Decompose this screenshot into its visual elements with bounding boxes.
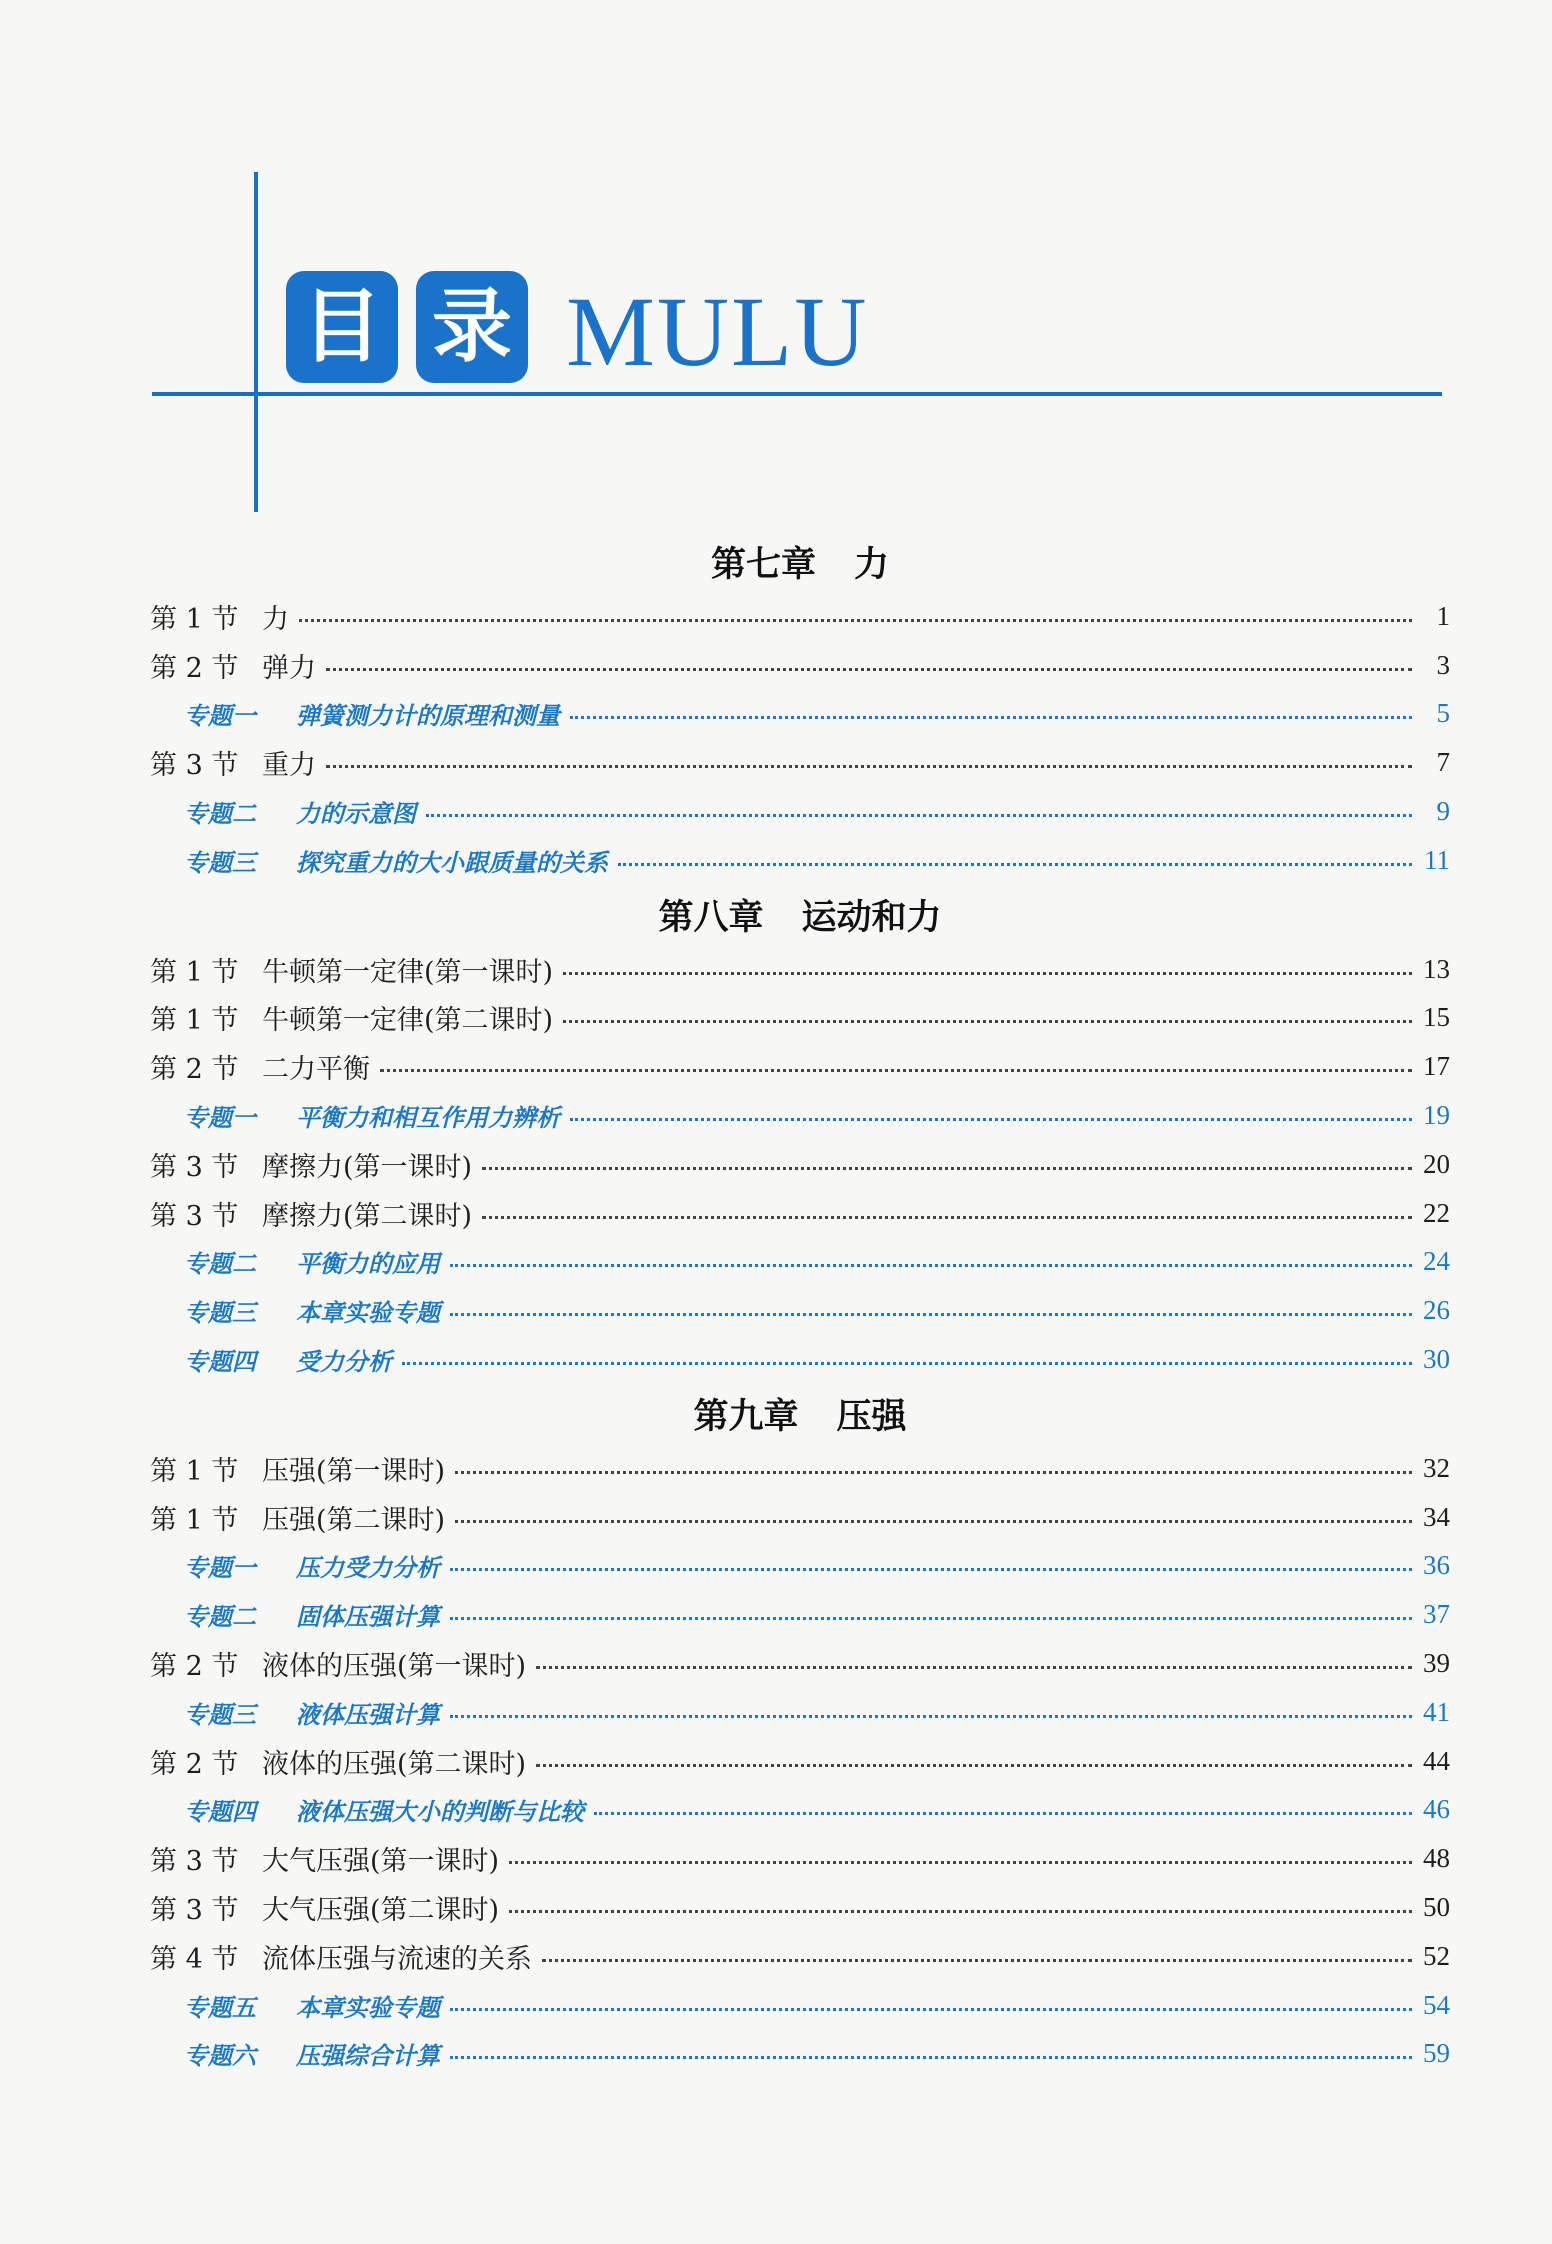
toc-section-entry[interactable] [150, 1932, 1450, 1981]
entry-page-number: 37 [1423, 1599, 1450, 1630]
toc-topic-entry[interactable] [150, 1542, 1450, 1591]
toc-topic-entry[interactable] [150, 1981, 1450, 2030]
entry-title: 本章实验专题 [296, 1299, 440, 1328]
entry-page-number: 7 [1436, 747, 1450, 778]
dot-leader [594, 1812, 1412, 1815]
dot-leader [450, 1313, 1412, 1316]
dot-leader [482, 1216, 1412, 1219]
entry-page-number: 48 [1423, 1843, 1450, 1874]
entry-title: 大气压强(第二课时) [262, 1895, 500, 1927]
toc-section-entry[interactable] [150, 1189, 1450, 1238]
entry-number: 第 2 节 [150, 1651, 239, 1683]
toc-topic-entry[interactable] [150, 1238, 1450, 1287]
entry-title: 重力 [262, 750, 316, 782]
entry-number: 第 3 节 [150, 1200, 239, 1232]
entry-title: 压强综合计算 [296, 2042, 440, 2071]
dot-leader [326, 668, 1412, 671]
entry-title: 二力平衡 [262, 1054, 370, 1086]
dot-leader [402, 1362, 1412, 1365]
entry-number: 专题二 [184, 1603, 256, 1632]
entry-page-number: 15 [1423, 1002, 1450, 1033]
dot-leader [450, 1568, 1412, 1571]
entry-title: 弹力 [262, 652, 316, 684]
title-latin: MULU [566, 276, 869, 387]
entry-number: 第 1 节 [150, 1504, 239, 1536]
title-tile-lu [416, 271, 528, 383]
toc-topic-entry[interactable] [150, 1688, 1450, 1737]
entry-title: 大气压强(第一课时) [262, 1846, 500, 1878]
entry-page-number: 54 [1423, 1989, 1450, 2020]
entry-number: 第 3 节 [150, 750, 239, 782]
toc-section-entry[interactable] [150, 1737, 1450, 1786]
chapter-name: 压强 [836, 1396, 907, 1437]
dot-leader [426, 814, 1412, 817]
dot-leader [455, 1471, 1412, 1474]
entry-page-number: 41 [1423, 1696, 1450, 1727]
chapter-heading [150, 885, 1450, 945]
entry-title: 液体的压强(第二课时) [262, 1748, 527, 1780]
dot-leader [570, 716, 1412, 719]
dot-leader [570, 1118, 1412, 1121]
entry-number: 专题一 [184, 1104, 256, 1133]
entry-page-number: 32 [1423, 1452, 1450, 1483]
entry-page-number: 13 [1423, 953, 1450, 984]
entry-number: 第 1 节 [150, 1005, 239, 1037]
toc-section-entry[interactable] [150, 1883, 1450, 1932]
toc-section-entry[interactable] [150, 738, 1450, 787]
entry-page-number: 11 [1424, 844, 1450, 875]
toc-section-entry[interactable] [150, 641, 1450, 690]
chapter-label: 第八章 [658, 897, 764, 938]
entry-title: 摩擦力(第二课时) [262, 1200, 473, 1232]
dot-leader [563, 972, 1412, 975]
entry-title: 受力分析 [296, 1348, 392, 1377]
entry-title: 平衡力的应用 [296, 1250, 440, 1279]
entry-title: 摩擦力(第一课时) [262, 1151, 473, 1183]
dot-leader [542, 1959, 1412, 1962]
entry-page-number: 3 [1436, 649, 1450, 680]
toc-topic-entry[interactable] [150, 836, 1450, 885]
entry-page-number: 46 [1423, 1794, 1450, 1825]
entry-number: 第 1 节 [150, 1455, 239, 1487]
entry-number: 专题三 [184, 1299, 256, 1328]
chapter-name: 力 [854, 545, 890, 585]
chapter-heading [150, 532, 1450, 592]
dot-leader [536, 1764, 1412, 1767]
toc-topic-entry[interactable] [150, 1335, 1450, 1384]
dot-leader [450, 1715, 1412, 1718]
entry-number: 专题二 [184, 800, 256, 829]
chapter-name: 运动和力 [801, 897, 942, 938]
dot-leader [509, 1861, 1412, 1864]
chapter-heading [150, 1384, 1450, 1444]
entry-number: 第 1 节 [150, 956, 239, 988]
entry-number: 第 2 节 [150, 1748, 239, 1780]
entry-page-number: 20 [1423, 1148, 1450, 1179]
entry-page-number: 34 [1423, 1501, 1450, 1532]
title-tile-mu [286, 271, 398, 383]
entry-number: 第 3 节 [150, 1846, 239, 1878]
entry-number: 专题一 [184, 1554, 256, 1583]
dot-leader [450, 2008, 1412, 2011]
entry-page-number: 39 [1423, 1648, 1450, 1679]
title-char-mu: 目 [296, 281, 388, 373]
toc-topic-entry[interactable] [150, 1786, 1450, 1835]
chapter-label: 第九章 [693, 1396, 799, 1437]
entry-number: 第 2 节 [150, 652, 239, 684]
entry-page-number: 50 [1423, 1892, 1450, 1923]
entry-title: 力 [262, 603, 289, 635]
entry-title: 液体压强计算 [296, 1700, 440, 1729]
entry-page-number: 17 [1423, 1051, 1450, 1082]
toc-section-entry[interactable] [150, 592, 1450, 641]
toc-section-entry[interactable] [150, 1444, 1450, 1493]
entry-page-number: 52 [1423, 1940, 1450, 1971]
entry-title: 液体的压强(第一课时) [262, 1651, 527, 1683]
entry-number: 专题五 [184, 1993, 256, 2022]
dot-leader [618, 863, 1412, 866]
entry-number: 第 4 节 [150, 1943, 239, 1975]
dot-leader [380, 1069, 1412, 1072]
entry-title: 本章实验专题 [296, 1993, 440, 2022]
entry-page-number: 1 [1436, 600, 1450, 631]
chapter-label: 第七章 [710, 545, 816, 585]
entry-number: 专题四 [184, 1348, 256, 1377]
dot-leader [509, 1910, 1412, 1913]
toc-topic-entry[interactable] [150, 1091, 1450, 1140]
dot-leader [299, 619, 1412, 622]
header-horizontal-rule [152, 392, 1442, 396]
dot-leader [450, 1264, 1412, 1267]
toc-section-entry[interactable] [150, 1042, 1450, 1091]
entry-number: 第 3 节 [150, 1151, 239, 1183]
entry-page-number: 5 [1436, 698, 1450, 729]
entry-title: 压力受力分析 [296, 1554, 440, 1583]
table-of-contents [150, 532, 1450, 2078]
entry-title: 压强(第一课时) [262, 1455, 446, 1487]
entry-number: 专题六 [184, 2042, 256, 2071]
entry-number: 第 1 节 [150, 603, 239, 635]
entry-title: 压强(第二课时) [262, 1504, 446, 1536]
entry-number: 专题三 [184, 1700, 256, 1729]
toc-topic-entry[interactable] [150, 787, 1450, 836]
entry-title: 弹簧测力计的原理和测量 [296, 702, 560, 731]
toc-topic-entry[interactable] [150, 1590, 1450, 1639]
entry-title: 平衡力和相互作用力辨析 [296, 1104, 560, 1133]
toc-section-entry[interactable] [150, 945, 1450, 994]
entry-number: 专题三 [184, 848, 256, 877]
entry-number: 第 3 节 [150, 1895, 239, 1927]
entry-page-number: 9 [1436, 796, 1450, 827]
entry-number: 专题二 [184, 1250, 256, 1279]
entry-number: 专题四 [184, 1798, 256, 1827]
entry-page-number: 59 [1423, 2038, 1450, 2069]
toc-section-entry[interactable] [150, 1834, 1450, 1883]
entry-title: 牛顿第一定律(第一课时) [262, 956, 554, 988]
entry-title: 力的示意图 [296, 800, 416, 829]
entry-page-number: 36 [1423, 1550, 1450, 1581]
toc-topic-entry[interactable] [150, 1286, 1450, 1335]
entry-number: 第 2 节 [150, 1054, 239, 1086]
dot-leader [450, 1617, 1412, 1620]
dot-leader [536, 1666, 1412, 1669]
entry-page-number: 22 [1423, 1197, 1450, 1228]
title-char-lu: 录 [426, 281, 518, 373]
dot-leader [455, 1520, 1412, 1523]
toc-section-entry[interactable] [150, 1639, 1450, 1688]
toc-section-entry[interactable] [150, 1493, 1450, 1542]
entry-page-number: 30 [1423, 1344, 1450, 1375]
dot-leader [450, 2056, 1412, 2059]
toc-section-entry[interactable] [150, 994, 1450, 1043]
dot-leader [563, 1020, 1412, 1023]
entry-title: 液体压强大小的判断与比较 [296, 1798, 584, 1827]
entry-number: 专题一 [184, 702, 256, 731]
toc-section-entry[interactable] [150, 1140, 1450, 1189]
entry-page-number: 26 [1423, 1295, 1450, 1326]
entry-title: 牛顿第一定律(第二课时) [262, 1005, 554, 1037]
header-vertical-rule [254, 172, 258, 512]
entry-page-number: 19 [1423, 1100, 1450, 1131]
toc-topic-entry[interactable] [150, 2030, 1450, 2079]
entry-page-number: 44 [1423, 1745, 1450, 1776]
dot-leader [326, 765, 1412, 768]
toc-topic-entry[interactable] [150, 690, 1450, 739]
entry-title: 探究重力的大小跟质量的关系 [296, 848, 608, 877]
entry-title: 流体压强与流速的关系 [262, 1943, 532, 1975]
entry-page-number: 24 [1423, 1246, 1450, 1277]
entry-title: 固体压强计算 [296, 1603, 440, 1632]
dot-leader [482, 1167, 1412, 1170]
